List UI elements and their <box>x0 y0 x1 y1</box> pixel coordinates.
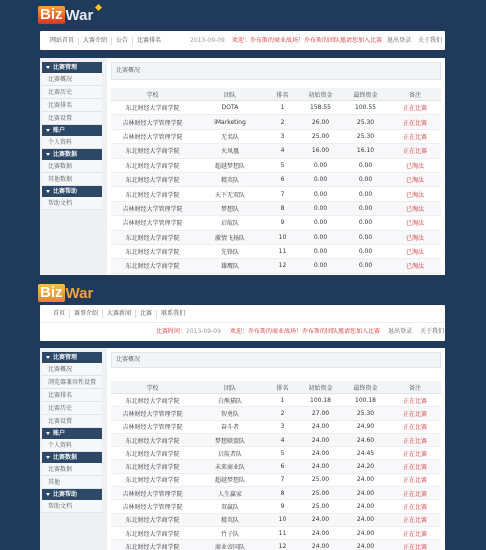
cell-team: 梦想队 <box>194 201 266 215</box>
nav-item-news[interactable]: 大赛新闻 <box>103 310 136 318</box>
table-row <box>111 115 441 129</box>
ranking-table <box>111 88 441 274</box>
cell-note: 已淘汰 <box>389 172 441 186</box>
cell-school: 东北财经大学商学院 <box>111 101 194 115</box>
sidebar-section-header[interactable] <box>42 186 102 197</box>
table-row <box>111 187 441 201</box>
cell-initial: 0.00 <box>299 158 342 172</box>
column-header-initial: 初始资金 <box>299 88 342 101</box>
column-header-note: 备注 <box>389 88 441 101</box>
sidebar-section-title: 比赛帮助 <box>53 188 78 195</box>
triangle-down-icon <box>46 129 50 132</box>
table-row <box>111 172 441 186</box>
cell-team: 无名队 <box>194 129 266 143</box>
cell-school: 东北财经大学商学院 <box>111 244 194 258</box>
table-row <box>111 216 441 230</box>
sidebar-section-title: 比赛帮助 <box>53 491 78 498</box>
cell-initial: 100.18 <box>299 394 342 407</box>
cell-note: 正在比赛 <box>389 394 441 407</box>
cell-school: 吉林财经大学管理学院 <box>111 216 194 230</box>
table-row <box>111 447 441 460</box>
table-row <box>111 460 441 473</box>
cell-final: 24.00 <box>342 473 389 486</box>
cell-rank: 5 <box>266 158 299 172</box>
sidebar-section-header[interactable] <box>42 62 102 73</box>
cell-team: 启航者队 <box>194 447 266 460</box>
cell-team: 先锋队 <box>194 244 266 258</box>
sidebar-section-header[interactable] <box>42 489 102 500</box>
cell-final: 0.00 <box>342 158 389 172</box>
table-row <box>111 158 441 172</box>
sidebar-item[interactable]: 比赛概况 <box>42 363 102 376</box>
column-header-rank: 排名 <box>266 381 299 394</box>
cell-team: 超越梦想队 <box>194 473 266 486</box>
cell-team: 天下无双队 <box>194 187 266 201</box>
cell-initial: 27.00 <box>299 407 342 420</box>
cell-final: 24.00 <box>342 526 389 539</box>
main-card <box>107 348 445 550</box>
cell-note: 正在比赛 <box>389 129 441 143</box>
sidebar-item[interactable]: 比赛历史 <box>42 86 102 99</box>
cell-rank: 9 <box>266 500 299 513</box>
main-card <box>107 58 445 275</box>
main-title: 比赛概况 <box>111 352 441 368</box>
cell-note: 已淘汰 <box>389 158 441 172</box>
nav-item-contact[interactable]: 联系我们 <box>161 309 186 317</box>
site-logo[interactable] <box>38 284 93 302</box>
sidebar-section-title: 比赛管理 <box>53 354 78 361</box>
cell-team: 火凤凰 <box>194 144 266 158</box>
sidebar-item[interactable]: 比赛排名 <box>42 389 102 402</box>
sidebar-item[interactable]: 个人资料 <box>42 439 102 452</box>
about-link[interactable]: 关于我们 <box>418 36 443 44</box>
triangle-down-icon <box>46 153 50 156</box>
cell-rank: 8 <box>266 201 299 215</box>
cell-rank: 2 <box>266 407 299 420</box>
logo-biz: Biz <box>40 6 63 23</box>
cell-team: 启航队 <box>194 216 266 230</box>
sidebar-section-header[interactable] <box>42 125 102 136</box>
cell-school: 东北财经大学商学院 <box>111 187 194 201</box>
table-row <box>111 144 441 158</box>
nav-item-site-home[interactable]: 网站首页 <box>46 37 79 45</box>
sidebar-section-title: 账户 <box>53 127 66 134</box>
column-header-note: 备注 <box>389 381 441 394</box>
table-header-row <box>111 381 441 394</box>
top-nav-bar <box>40 305 445 341</box>
content-panel <box>40 348 445 550</box>
sidebar-section-title: 账户 <box>53 430 66 437</box>
sidebar-item[interactable]: 比赛数据 <box>42 463 102 476</box>
cell-team: 白熊猫队 <box>194 394 266 407</box>
cell-initial: 0.00 <box>299 201 342 215</box>
table-body <box>111 394 441 550</box>
cell-final: 100.18 <box>342 394 389 407</box>
cell-note: 已淘汰 <box>389 187 441 201</box>
cell-final: 24.00 <box>342 513 389 526</box>
logout-link[interactable]: 退出登录 <box>388 328 413 335</box>
table-body <box>111 101 441 274</box>
cell-school: 东北财经大学商学院 <box>111 447 194 460</box>
cell-note: 正在比赛 <box>389 144 441 158</box>
cell-initial: 24.00 <box>299 526 342 539</box>
cell-team: 超越梦想队 <box>194 158 266 172</box>
cell-note: 正在比赛 <box>389 447 441 460</box>
table-row <box>111 487 441 500</box>
cell-rank: 4 <box>266 433 299 446</box>
cell-school: 吉林财经大学管理学院 <box>111 487 194 500</box>
cell-rank: 8 <box>266 487 299 500</box>
logo-star-icon <box>95 4 102 11</box>
cell-school: 吉林财经大学管理学院 <box>111 500 194 513</box>
cell-note: 正在比赛 <box>389 420 441 433</box>
cell-team: 商业帝国队 <box>194 540 266 550</box>
cell-note: 正在比赛 <box>389 473 441 486</box>
cell-final: 24.60 <box>342 433 389 446</box>
cell-final: 0.00 <box>342 244 389 258</box>
cell-note: 正在比赛 <box>389 407 441 420</box>
sidebar <box>42 62 102 210</box>
sidebar-item[interactable]: 其他 <box>42 476 102 489</box>
cell-rank: 6 <box>266 172 299 186</box>
cell-note: 正在比赛 <box>389 460 441 473</box>
cell-rank: 1 <box>266 394 299 407</box>
cell-school: 东北财经大学商学院 <box>111 540 194 550</box>
cell-final: 0.00 <box>342 187 389 201</box>
contest-time-label: 比赛时间： <box>156 328 187 335</box>
nav-menu <box>49 310 189 318</box>
cell-final: 24.00 <box>342 540 389 550</box>
sidebar-item[interactable]: 比赛历史 <box>42 402 102 415</box>
cell-final: 25.30 <box>342 407 389 420</box>
cell-school: 东北财经大学商学院 <box>111 473 194 486</box>
cell-team: 未来商业队 <box>194 460 266 473</box>
cell-rank: 3 <box>266 420 299 433</box>
cell-school: 吉林财经大学管理学院 <box>111 129 194 143</box>
sidebar-item[interactable]: 比赛排名 <box>42 99 102 112</box>
cell-note: 正在比赛 <box>389 101 441 115</box>
cell-school: 东北财经大学商学院 <box>111 144 194 158</box>
cell-rank: 11 <box>266 244 299 258</box>
cell-school: 吉林财经大学管理学院 <box>111 115 194 129</box>
cell-final: 100.55 <box>342 101 389 115</box>
table-row <box>111 433 441 446</box>
cell-final: 0.00 <box>342 230 389 244</box>
cell-school: 东北财经大学商学院 <box>111 433 194 446</box>
nav-divider <box>40 322 445 323</box>
cell-final: 0.00 <box>342 216 389 230</box>
sidebar-section-title: 比赛数据 <box>53 454 78 461</box>
cell-initial: 24.00 <box>299 540 342 550</box>
welcome-message: 欢迎：乔布斯的商业战场！乔布斯的团队邀请您加入比赛 <box>230 328 381 335</box>
contest-time <box>156 328 221 336</box>
about-link[interactable]: 关于我们 <box>420 328 445 335</box>
cell-team: 精英队 <box>194 172 266 186</box>
cell-initial: 0.00 <box>299 230 342 244</box>
logo-biz: Biz <box>40 284 63 301</box>
ranking-table <box>111 381 441 550</box>
table-header-row <box>111 88 441 101</box>
table-row <box>111 244 441 258</box>
cell-team: 奋斗者 <box>194 420 266 433</box>
cell-final: 0.00 <box>342 201 389 215</box>
cell-initial: 158.55 <box>299 101 342 115</box>
cell-team: DOTA <box>194 101 266 115</box>
nav-menu <box>46 37 165 45</box>
cell-team: 梦想联盟队 <box>194 433 266 446</box>
logo-war: War <box>65 6 94 24</box>
sidebar-section-title: 比赛管理 <box>53 64 78 71</box>
welcome-message: 欢迎：乔布斯的商业战场！乔布斯的团队邀请您加入比赛 <box>232 36 383 44</box>
cell-initial: 0.00 <box>299 244 342 258</box>
page-view-2 <box>0 275 486 550</box>
sidebar-item[interactable]: 帮助文档 <box>42 197 102 210</box>
cell-note: 已淘汰 <box>389 259 441 273</box>
cell-initial: 26.00 <box>299 115 342 129</box>
cell-note: 正在比赛 <box>389 115 441 129</box>
cell-rank: 7 <box>266 187 299 201</box>
column-header-final: 最终资金 <box>342 88 389 101</box>
cell-rank: 6 <box>266 460 299 473</box>
cell-rank: 10 <box>266 230 299 244</box>
cell-team: 竹子队 <box>194 526 266 539</box>
cell-initial: 24.00 <box>299 513 342 526</box>
cell-rank: 7 <box>266 473 299 486</box>
nav-item-contest[interactable]: 比赛 <box>136 310 157 318</box>
column-header-school: 学校 <box>111 381 194 394</box>
column-header-initial: 初始资金 <box>299 381 342 394</box>
cell-final: 24.20 <box>342 460 389 473</box>
table-row <box>111 500 441 513</box>
cell-note: 正在比赛 <box>389 540 441 550</box>
cell-final: 24.00 <box>342 500 389 513</box>
cell-initial: 0.00 <box>299 172 342 186</box>
cell-rank: 12 <box>266 259 299 273</box>
top-nav-bar <box>40 31 445 50</box>
cell-initial: 24.00 <box>299 460 342 473</box>
sidebar-section-header[interactable] <box>42 352 102 363</box>
table-row <box>111 394 441 407</box>
cell-initial: 24.00 <box>299 433 342 446</box>
sidebar-section-header[interactable] <box>42 149 102 160</box>
column-header-school: 学校 <box>111 88 194 101</box>
triangle-down-icon <box>46 66 50 69</box>
table-row <box>111 420 441 433</box>
cell-initial: 0.00 <box>299 187 342 201</box>
cell-rank: 3 <box>266 129 299 143</box>
triangle-down-icon <box>46 356 50 359</box>
cell-rank: 12 <box>266 540 299 550</box>
cell-final: 24.90 <box>342 420 389 433</box>
cell-rank: 9 <box>266 216 299 230</box>
cell-initial: 25.00 <box>299 129 342 143</box>
cell-school: 东北财经大学商学院 <box>111 172 194 186</box>
triangle-down-icon <box>46 456 50 459</box>
cell-team: 智勇队 <box>194 407 266 420</box>
sidebar-item[interactable]: 帮助文档 <box>42 500 102 513</box>
cell-initial: 25.00 <box>299 500 342 513</box>
cell-initial: 16.00 <box>299 144 342 158</box>
cell-final: 25.30 <box>342 129 389 143</box>
cell-team: 精英队 <box>194 513 266 526</box>
cell-note: 正在比赛 <box>389 500 441 513</box>
cell-team: 人生赢家 <box>194 487 266 500</box>
contest-time-date: 2013-09-09 <box>186 328 221 335</box>
cell-school: 吉林财经大学管理学院 <box>111 420 194 433</box>
sidebar-item[interactable]: 个人资料 <box>42 136 102 149</box>
cell-school: 东北财经大学商学院 <box>111 513 194 526</box>
cell-note: 正在比赛 <box>389 513 441 526</box>
cell-team: iMarketing <box>194 115 266 129</box>
cell-note: 正在比赛 <box>389 433 441 446</box>
triangle-down-icon <box>46 190 50 193</box>
cell-school: 东北财经大学商学院 <box>111 460 194 473</box>
triangle-down-icon <box>46 432 50 435</box>
table-row <box>111 230 441 244</box>
cell-final: 25.30 <box>342 115 389 129</box>
sidebar-item[interactable]: 浏览器兼容性设置 <box>42 376 102 389</box>
cell-rank: 4 <box>266 144 299 158</box>
cell-rank: 10 <box>266 513 299 526</box>
cell-rank: 11 <box>266 526 299 539</box>
triangle-down-icon <box>46 493 50 496</box>
column-header-rank: 排名 <box>266 88 299 101</box>
cell-note: 已淘汰 <box>389 244 441 258</box>
nav-item-rankings[interactable]: 比赛排名 <box>137 36 162 44</box>
cell-team: 激情飞扬队 <box>194 230 266 244</box>
main-title: 比赛概况 <box>111 62 441 80</box>
cell-rank: 5 <box>266 447 299 460</box>
nav-item-event-intro[interactable]: 赛事介绍 <box>70 310 103 318</box>
cell-final: 24.45 <box>342 447 389 460</box>
table-row <box>111 513 441 526</box>
column-header-team: 团队 <box>194 88 266 101</box>
cell-school: 吉林财经大学管理学院 <box>111 201 194 215</box>
sidebar-section-header[interactable] <box>42 428 102 439</box>
table-row <box>111 201 441 215</box>
table-row <box>111 259 441 273</box>
sidebar <box>42 352 102 513</box>
cell-final: 0.00 <box>342 259 389 273</box>
column-header-team: 团队 <box>194 381 266 394</box>
sidebar-item[interactable]: 比赛设置 <box>42 112 102 125</box>
nav-item-contest-intro[interactable]: 大赛介绍 <box>79 37 112 45</box>
table-row <box>111 526 441 539</box>
sidebar-section-header[interactable] <box>42 452 102 463</box>
cell-final: 24.00 <box>342 487 389 500</box>
table-row <box>111 473 441 486</box>
table-row <box>111 101 441 115</box>
cell-final: 0.00 <box>342 172 389 186</box>
cell-initial: 24.00 <box>299 420 342 433</box>
sidebar-item[interactable]: 比赛数据 <box>42 160 102 173</box>
table-row <box>111 129 441 143</box>
nav-item-notices[interactable]: 公告 <box>112 37 133 45</box>
cell-team: 双赢队 <box>194 500 266 513</box>
cell-note: 正在比赛 <box>389 526 441 539</box>
cell-rank: 1 <box>266 101 299 115</box>
sidebar-item[interactable]: 比赛设置 <box>42 415 102 428</box>
cell-initial: 25.00 <box>299 487 342 500</box>
table-row <box>111 407 441 420</box>
cell-initial: 24.00 <box>299 447 342 460</box>
nav-date: 2013-09-09 <box>190 36 225 44</box>
logo-war: War <box>65 284 94 302</box>
cell-team: 雄鹰队 <box>194 259 266 273</box>
nav-item-home[interactable]: 首页 <box>49 310 70 318</box>
cell-initial: 0.00 <box>299 259 342 273</box>
cell-school: 东北财经大学商学院 <box>111 394 194 407</box>
cell-rank: 2 <box>266 115 299 129</box>
content-panel <box>40 58 445 275</box>
cell-initial: 25.00 <box>299 473 342 486</box>
logout-link[interactable]: 退出登录 <box>387 36 412 44</box>
cell-school: 东北财经大学商学院 <box>111 526 194 539</box>
site-logo[interactable] <box>38 6 93 24</box>
sidebar-item[interactable]: 比赛概况 <box>42 73 102 86</box>
cell-school: 东北财经大学商学院 <box>111 158 194 172</box>
cell-school: 吉林财经大学管理学院 <box>111 407 194 420</box>
sidebar-item[interactable]: 其他数据 <box>42 173 102 186</box>
cell-initial: 0.00 <box>299 216 342 230</box>
sidebar-section-title: 比赛数据 <box>53 151 78 158</box>
cell-school: 东北财经大学商学院 <box>111 230 194 244</box>
column-header-final: 最终资金 <box>342 381 389 394</box>
cell-note: 正在比赛 <box>389 487 441 500</box>
cell-note: 已淘汰 <box>389 201 441 215</box>
cell-final: 16.10 <box>342 144 389 158</box>
cell-note: 已淘汰 <box>389 230 441 244</box>
table-row <box>111 540 441 550</box>
cell-note: 已淘汰 <box>389 216 441 230</box>
cell-school: 东北财经大学商学院 <box>111 259 194 273</box>
